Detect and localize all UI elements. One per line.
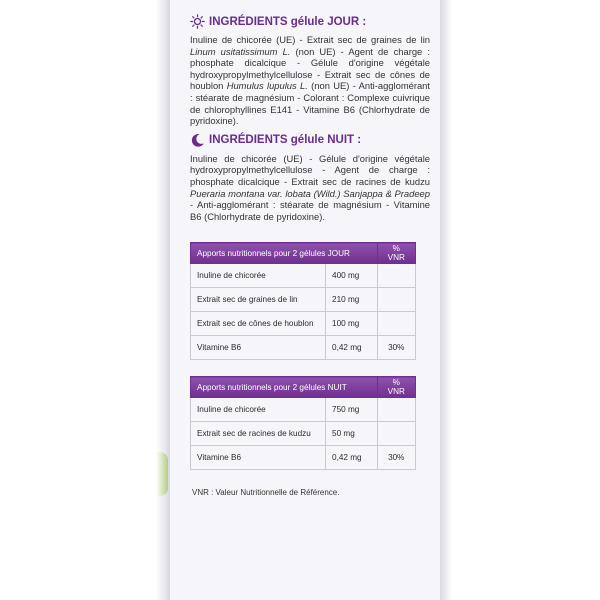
jour-ingredients-text: [190, 34, 430, 127]
table-header-row: [191, 243, 416, 264]
nuit-text-part: - Anti-agglomérant : stéarate de magnésium - Vitamine B6 (Chlorhydrate de pyridoxine).: [190, 199, 430, 222]
table-row: [191, 288, 416, 312]
table-row: [191, 398, 416, 422]
jour-text-part: (non UE) - Agent de charge : phosphate dicalcique - Gélule d'origine végétale hydroxypropylmethylcellulose - Extrait sec de cônes de houblon: [190, 45, 430, 92]
table-row: [191, 264, 416, 288]
jour-text-latin: Linum usitatissimum L.: [190, 45, 291, 57]
table-row: [191, 422, 416, 446]
nutrient-amount: 0,42 mg: [326, 336, 378, 360]
nutrient-amount: 0,42 mg: [326, 446, 378, 470]
jour-text-latin: Humulus lupulus L.: [226, 80, 308, 92]
nutrient-vnr: [377, 264, 415, 288]
nutrient-name: Extrait sec de graines de lin: [191, 288, 326, 312]
nutrient-vnr: 30%: [377, 446, 415, 470]
nutrient-vnr: [377, 312, 415, 336]
table-header-vnr: % VNR: [377, 243, 415, 264]
package-panel-edge: [440, 0, 452, 600]
nutrient-vnr: [377, 398, 415, 422]
nutrient-amount: 50 mg: [326, 422, 378, 446]
jour-title-text: INGRÉDIENTS gélule JOUR :: [209, 15, 367, 28]
nutrient-amount: 750 mg: [326, 398, 378, 422]
nutrient-name: Extrait sec de cônes de houblon: [191, 312, 326, 336]
nutrient-vnr: [377, 422, 415, 446]
table-row: [191, 336, 416, 360]
nutrient-name: Inuline de chicorée: [191, 264, 326, 288]
nuit-ingredients-text: [190, 153, 430, 223]
green-tab-decoration: [156, 452, 168, 496]
nuit-title-text: INGRÉDIENTS gélule NUIT :: [209, 134, 362, 147]
table-header-label: Apports nutritionnels pour 2 gélules JOUR: [191, 243, 378, 264]
nuit-text-latin: Pueraria montana var. lobata (Wild.) Sanjappa & Pradeep: [190, 187, 430, 199]
nutrient-amount: 210 mg: [326, 288, 378, 312]
nutrition-table-jour: [190, 242, 416, 360]
sun-icon: [190, 14, 205, 29]
nutrient-amount: 100 mg: [326, 312, 378, 336]
table-row: [191, 446, 416, 470]
nutrition-table-nuit: [190, 376, 416, 470]
ingredients-content: [190, 14, 430, 228]
nutrient-vnr: [377, 288, 415, 312]
nuit-ingredients-title: [190, 133, 430, 148]
jour-ingredients-title: [190, 14, 430, 29]
jour-text-part: Inuline de chicorée (UE) - Extrait sec de graines de lin: [190, 34, 430, 45]
table-header-label: Apports nutritionnels pour 2 gélules NUIT: [191, 377, 378, 398]
nutrient-name: Extrait sec de racines de kudzu: [191, 422, 326, 446]
moon-icon: [190, 133, 205, 148]
nutrient-name: Vitamine B6: [191, 446, 326, 470]
table-header-vnr: % VNR: [377, 377, 415, 398]
nutrient-amount: 400 mg: [326, 264, 378, 288]
jour-text-part: (non UE) - Anti-agglomérant : stéarate de magnésium - Colorant : Complexe cuivrique de chlorophyllines E141 - Vitamine B6 (Chlorhydrate de pyridoxine).: [190, 80, 430, 127]
nutrient-vnr: 30%: [377, 336, 415, 360]
nuit-text-part: Inuline de chicorée (UE) - Gélule d'origine végétale hydroxypropylmethylcellulose - Agent de charge : phosphate dicalcique - Extrait sec de racines de kudzu: [190, 152, 430, 187]
vnr-footnote: VNR : Valeur Nutritionnelle de Référence.: [192, 488, 340, 497]
table-header-row: [191, 377, 416, 398]
nutrient-name: Inuline de chicorée: [191, 398, 326, 422]
nutrient-name: Vitamine B6: [191, 336, 326, 360]
table-row: [191, 312, 416, 336]
box-left-shadow: [156, 0, 170, 600]
